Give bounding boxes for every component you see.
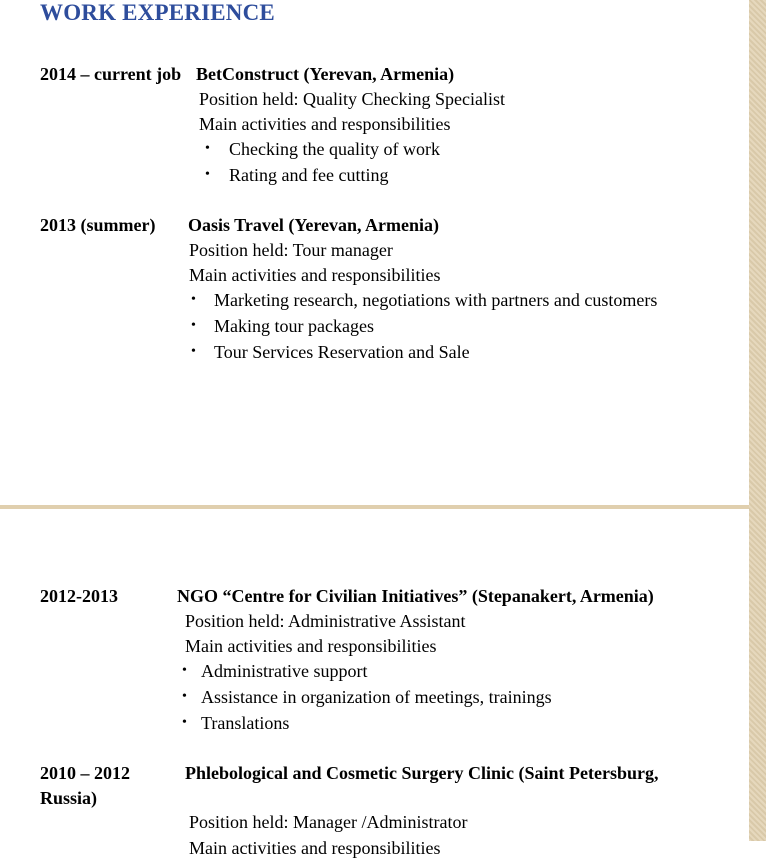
bullet-icon: •: [205, 167, 210, 182]
bullet-icon: •: [182, 689, 187, 704]
job-organization: NGO “Centre for Civilian Initiatives” (Stepanakert, Armenia): [177, 586, 654, 606]
job-position: Position held: Administrative Assistant: [185, 611, 466, 631]
list-item: Making tour packages: [214, 316, 374, 336]
list-item: Assistance in organization of meetings, trainings: [201, 687, 552, 707]
list-item: Checking the quality of work: [229, 139, 440, 159]
job-organization: Oasis Travel (Yerevan, Armenia): [188, 215, 439, 235]
bullet-icon: •: [182, 663, 187, 678]
job-organization: BetConstruct (Yerevan, Armenia): [196, 64, 455, 84]
section-title: WORK EXPERIENCE: [40, 0, 275, 25]
job-period: 2013 (summer): [40, 215, 156, 235]
job-position: Position held: Quality Checking Specialist: [199, 89, 505, 109]
job-activities-label: Main activities and responsibilities: [189, 265, 441, 285]
job-period: 2010 – 2012: [40, 763, 130, 783]
job-organization-continued: Russia): [40, 788, 98, 808]
bullet-icon: •: [191, 318, 196, 333]
bullet-icon: •: [205, 141, 210, 156]
job-period: 2014 – current job: [40, 64, 182, 84]
list-item: Tour Services Reservation and Sale: [214, 342, 470, 362]
job-activities-label: Main activities and responsibilities: [199, 114, 451, 134]
page-2: [0, 509, 749, 858]
job-position: Position held: Manager /Administrator: [189, 812, 468, 832]
list-item: Translations: [201, 713, 290, 733]
job-organization: Phlebological and Cosmetic Surgery Clinic (Saint Petersburg,: [185, 763, 659, 783]
bullet-icon: •: [191, 292, 196, 307]
list-item: Marketing research, negotiations with partners and customers: [214, 290, 658, 310]
page-side-border: [749, 0, 766, 841]
bullet-icon: •: [191, 344, 196, 359]
job-period: 2012-2013: [40, 586, 118, 606]
job-activities-label: Main activities and responsibilities: [189, 838, 441, 858]
bullet-icon: •: [182, 715, 187, 730]
job-activities-label: Main activities and responsibilities: [185, 636, 437, 656]
list-item: Rating and fee cutting: [229, 165, 389, 185]
list-item: Administrative support: [201, 661, 368, 681]
job-position: Position held: Tour manager: [189, 240, 393, 260]
